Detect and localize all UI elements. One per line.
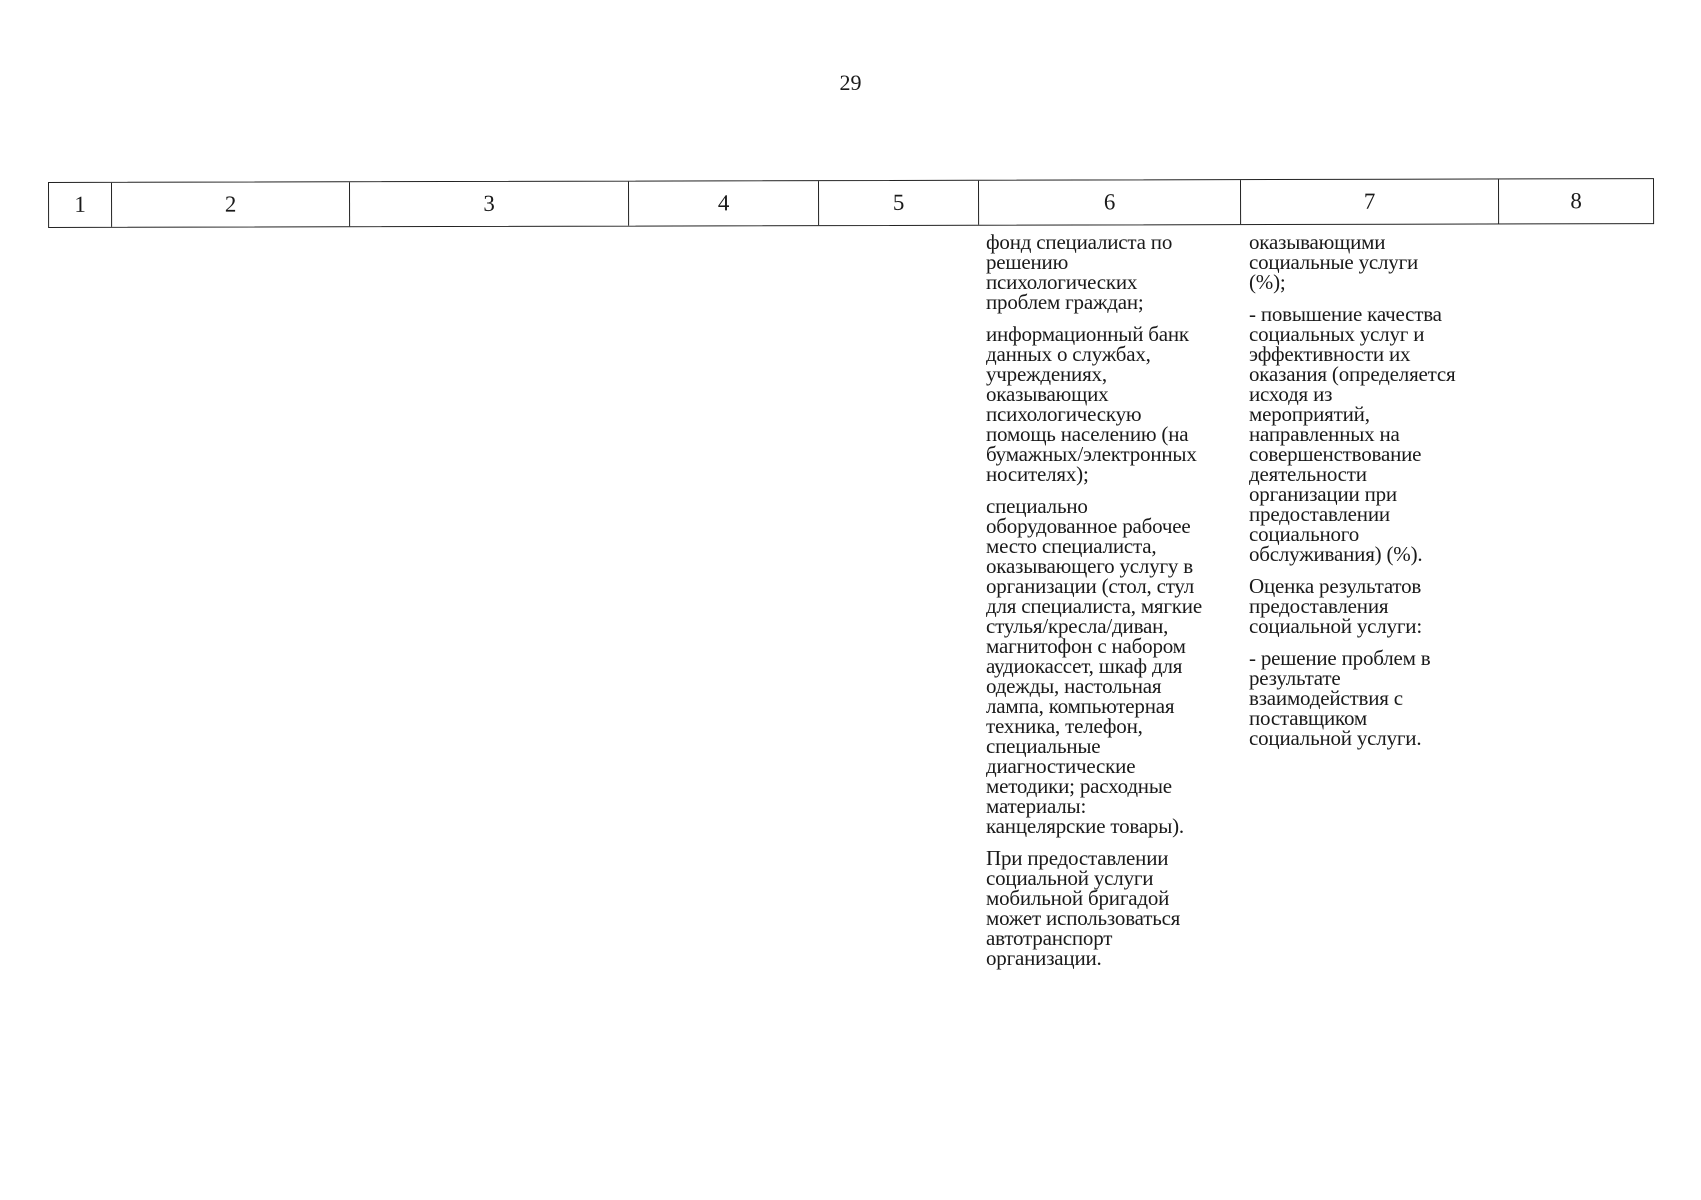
table-header-row	[48, 178, 1654, 228]
column-header-5: 5	[819, 181, 979, 225]
column-header-2: 2	[112, 182, 350, 227]
column-7-paragraph: Оценка результатов предоставления социальной услуги:	[1249, 574, 1422, 638]
column-6-paragraph: При предоставлении социальной услуги мобильной бригадой может использоваться автотранспорт организации.	[986, 846, 1181, 970]
page-number: 29	[839, 70, 862, 95]
column-6-paragraph: информационный банк данных о службах, учреждениях, оказывающих психологическую помощь населению (на бумажных/электронных носителях);	[986, 322, 1197, 486]
column-7-content	[1249, 232, 1499, 760]
column-6-content	[986, 232, 1234, 980]
column-7-paragraph: - решение проблем в результате взаимодействия с поставщиком социальной услуги.	[1249, 646, 1431, 750]
column-header-8: 8	[1570, 188, 1582, 214]
column-7-paragraph: оказывающими социальные услуги (%);	[1249, 230, 1419, 294]
column-6-paragraph: фонд специалиста по решению психологических проблем граждан;	[986, 230, 1173, 314]
column-6-paragraph: специально оборудованное рабочее место специалиста, оказывающего услугу в организации (стол, стул для специалиста, мягкие стулья/кресла/диван, магнитофон с набором аудиокассет, шкаф для одежды, настольная лампа, компьютерная техника, телефон, специальные диагностические методики; расходные материалы: канцелярские товары).	[986, 494, 1202, 838]
column-header-6: 6	[979, 180, 1241, 225]
column-header-4: 4	[629, 181, 819, 225]
column-7-paragraph: - повышение качества социальных услуг и эффективности их оказания (определяется исходя из мероприятий, направленных на совершенствование деятельности организации при предоставлении социального обслуживания) (%).	[1249, 302, 1456, 566]
column-header-7: 7	[1241, 179, 1499, 224]
column-header-3: 3	[350, 182, 629, 227]
column-header-1: 1	[49, 183, 112, 227]
